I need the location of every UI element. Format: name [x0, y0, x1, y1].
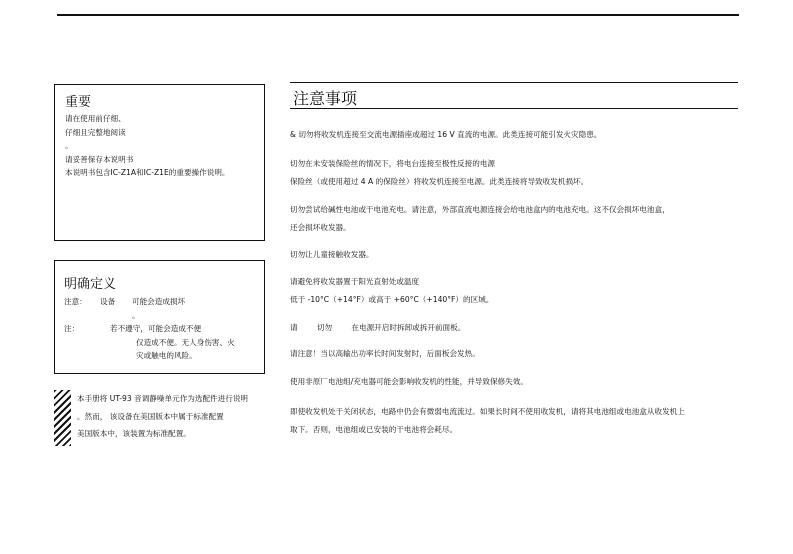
- important-line: 本说明书包含IC-Z1A和IC-Z1E的重要操作说明。: [65, 168, 230, 177]
- important-title: 重要: [65, 95, 92, 110]
- hatch-marker: [54, 390, 71, 446]
- definitions-title: 明确定义: [64, 277, 117, 292]
- definition-row: [64, 336, 264, 350]
- paragraph-line: & 切勿将收发机连接至交流电源插座或超过 16 V 直流的电源。此类连接可能引发火灾隐患。: [290, 130, 602, 139]
- note-line: 美国版本中，该装置为标准配置。: [77, 429, 191, 438]
- definition-row: [64, 349, 264, 363]
- precaution-paragraph: [290, 403, 685, 439]
- important-line: 仔细且完整地阅读: [65, 127, 126, 137]
- note-line: 本手册将 UT-93 音调静噪单元作为选配件进行说明: [77, 394, 249, 403]
- important-box: [54, 84, 265, 241]
- definition-description: 若不遵守，可能会造成不便: [110, 324, 202, 333]
- precaution-paragraph: [290, 126, 601, 144]
- definition-row: [64, 295, 264, 309]
- paragraph-line: 请避免将收发器置于阳光直射处或温度: [290, 277, 420, 286]
- definition-description: 仅造成不便。无人身伤害、火: [136, 337, 235, 347]
- precaution-paragraph: [290, 155, 588, 191]
- paragraph-line: 保险丝（或使用超过 4 A 的保险丝）将收发机连接至电源。此类连接将导致收发机损坏。: [290, 177, 589, 186]
- paragraph-line: 请 切勿 在电源开启时拆卸或拆开前面板。: [290, 323, 466, 332]
- paragraph-line: 即使收发机处于关闭状态，电路中仍会有微弱电流流过。如果长时间不使用收发机，请将其电池组或电池盒从收发机上: [290, 407, 685, 416]
- definition-description: 。: [132, 310, 140, 320]
- precautions-title: 注意事项: [293, 89, 358, 108]
- paragraph-line: 请注意！当以高输出功率长时间发射时，后面板会发热。: [290, 349, 480, 358]
- paragraph-line: 低于 -10°C（+14°F）或高于 +60°C（+140°F）的区域。: [290, 295, 494, 304]
- precaution-paragraph: [290, 373, 528, 391]
- paragraph-line: 切勿在未安装保险丝的情况下，将电台连接至极性反接的电源: [290, 159, 496, 168]
- paragraph-line: 还会损坏收发器。: [290, 223, 351, 232]
- paragraph-line: 切勿让儿童接触收发器。: [290, 250, 374, 259]
- optional-unit-note: [54, 390, 269, 446]
- definition-term-detail: 设备: [100, 297, 116, 306]
- paragraph-line: 切勿尝试给碱性电池或干电池充电。请注意，外部直流电源连接会给电池盒内的电池充电。这不仅会损坏电池盒，: [290, 205, 670, 214]
- important-line: 请在使用前仔细、: [65, 114, 126, 123]
- top-rule: [57, 14, 739, 16]
- definition-term: 注意：: [64, 297, 87, 306]
- precaution-paragraph: [290, 201, 670, 237]
- important-line: 请妥善保存本说明书: [65, 154, 134, 164]
- definition-row: [64, 322, 264, 336]
- important-line: 。: [65, 141, 73, 150]
- precaution-paragraph: [290, 246, 374, 264]
- optional-note-text: [77, 390, 248, 443]
- definition-term: 注：: [64, 324, 80, 333]
- paragraph-line: 取下。否则，电池组或已安装的干电池将会耗尽。: [290, 425, 458, 434]
- definition-description: 可能会造成损坏: [132, 297, 186, 306]
- precaution-paragraph: [290, 345, 480, 363]
- definition-description: 灾或触电的风险。: [136, 351, 197, 360]
- precaution-paragraph: [290, 273, 493, 309]
- section-rule: [290, 108, 738, 109]
- section-rule: [290, 82, 738, 83]
- note-line: 。然而， 该设备在美国版本中属于标准配置: [77, 411, 224, 421]
- paragraph-line: 使用非原厂电池组/充电器可能会影响收发机的性能，并导致保修失效。: [290, 377, 528, 386]
- precaution-paragraph: [290, 319, 465, 337]
- definition-row: [64, 309, 264, 323]
- definitions-box: [54, 260, 265, 374]
